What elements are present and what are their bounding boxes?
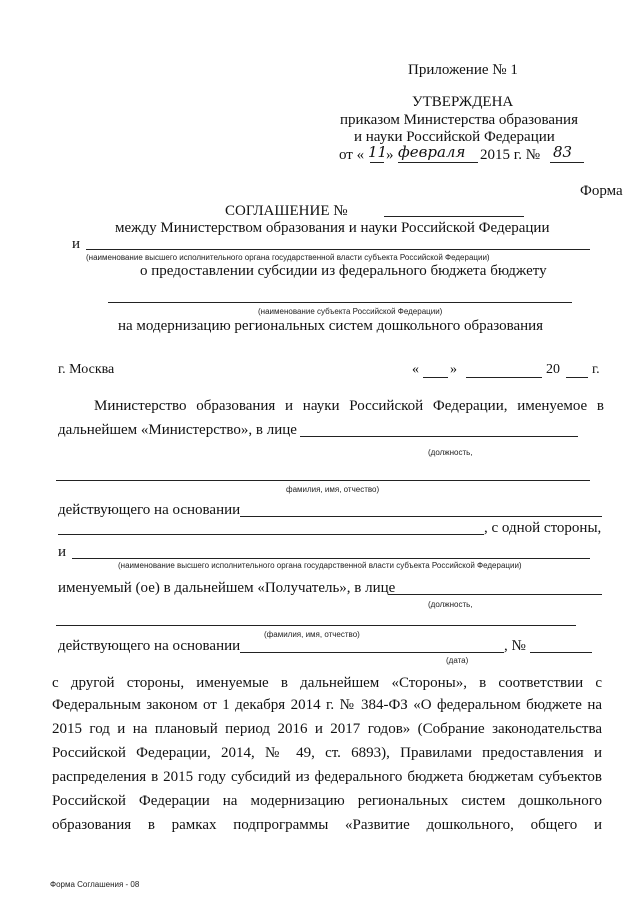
order-date-prefix: от « <box>339 147 365 163</box>
one-side-label: , с одной стороны, <box>484 520 602 536</box>
form-code-footer: Форма Соглашения - 08 <box>50 880 140 889</box>
date-year-field[interactable] <box>566 377 588 378</box>
recipient-body-field[interactable] <box>72 558 590 559</box>
law-paragraph-line-1: с другой стороны, именуемые в дальнейшем «Стороны», в соответствии с <box>52 675 602 691</box>
law-paragraph-line-5: распределения в 2015 году субсидий из федерального бюджета бюджетам субъектов <box>52 769 602 785</box>
executive-body-caption-2: (наименование высшего исполнительного органа государственной власти субъекта Российской Федерации) <box>118 561 522 570</box>
date-open-quote: « <box>412 362 419 377</box>
agreement-number-field[interactable] <box>384 216 524 217</box>
date-caption: (дата) <box>446 656 469 665</box>
number-sign-label: , № <box>504 638 526 654</box>
and-prefix: и <box>72 236 81 252</box>
subsidy-line: о предоставлении субсидии из федерального бюджета бюджету <box>140 263 547 279</box>
order-date-month: февраля <box>398 143 466 161</box>
position-caption-2: (должность, <box>428 600 473 609</box>
recipient-basis-field[interactable] <box>240 652 504 653</box>
recipient-number-field[interactable] <box>530 652 592 653</box>
order-day-underline <box>370 162 384 163</box>
order-line-2: и науки Российской Федерации <box>354 129 555 145</box>
ministry-basis-field[interactable] <box>240 516 602 517</box>
order-date-year: 2015 г. № <box>480 147 541 163</box>
date-month-field[interactable] <box>466 377 542 378</box>
subject-name-field[interactable] <box>108 302 572 303</box>
purpose-line: на модернизацию региональных систем дошкольного образования <box>118 318 544 334</box>
subject-name-caption: (наименование субъекта Российской Федерации) <box>258 307 443 316</box>
and-prefix-2: и <box>58 544 67 560</box>
executive-body-caption: (наименование высшего исполнительного органа государственной власти субъекта Российской Федерации) <box>86 253 490 262</box>
acting-basis-label-1: действующего на основании <box>58 502 241 518</box>
law-paragraph-line-4: Российской Федерации, 2014, № 49, ст. 6893), Правилами предоставления и <box>52 745 602 761</box>
ministry-basis-field-2[interactable] <box>58 534 484 535</box>
date-day-field[interactable] <box>423 377 448 378</box>
agreement-title: СОГЛАШЕНИЕ № <box>225 203 348 219</box>
order-month-underline <box>398 162 478 163</box>
order-line-1: приказом Министерства образования <box>340 112 578 128</box>
law-paragraph-line-3: 2015 год и на плановый период 2016 и 2017 годов» (Собрание законодательства <box>52 721 602 737</box>
acting-basis-label-2: действующего на основании <box>58 638 241 654</box>
recipient-fio-field[interactable] <box>56 625 576 626</box>
form-label: Форма <box>580 183 623 199</box>
ministry-fio-field[interactable] <box>56 480 590 481</box>
recipient-position-field[interactable] <box>388 594 602 595</box>
approved-label: УТВЕРЖДЕНА <box>412 94 514 110</box>
fio-caption-2: (фамилия, имя, отчество) <box>264 630 360 639</box>
city-label: г. Москва <box>58 362 115 377</box>
order-date-close-quote: » <box>386 147 394 163</box>
executive-body-field[interactable] <box>86 249 590 250</box>
appendix-label: Приложение № 1 <box>408 62 518 78</box>
order-number: 83 <box>553 143 573 161</box>
order-number-underline <box>550 162 584 163</box>
ministry-paragraph-line-2: дальнейшем «Министерство», в лице <box>58 422 297 438</box>
date-close-quote: » <box>450 362 457 377</box>
law-paragraph-line-7: образования в рамках подпрограммы «Развитие дошкольного, общего и <box>52 817 602 833</box>
ministry-position-field[interactable] <box>300 436 578 437</box>
law-paragraph-line-2: Федеральным законом от 1 декабря 2014 г. № 384-ФЗ «О федеральном бюджете на <box>52 697 602 713</box>
law-paragraph-line-6: Российской Федерации на модернизацию региональных систем дошкольного <box>52 793 602 809</box>
position-caption-1: (должность, <box>428 448 473 457</box>
date-year-prefix: 20 <box>546 362 560 377</box>
date-year-suffix: г. <box>592 362 600 377</box>
ministry-paragraph-line-1: Министерство образования и науки Российской Федерации, именуемое в <box>94 398 604 414</box>
fio-caption-1: фамилия, имя, отчество) <box>286 485 380 494</box>
recipient-line: именуемый (ое) в дальнейшем «Получатель», в лице <box>58 580 396 596</box>
agreement-between: между Министерством образования и науки Российской Федерации <box>115 220 550 236</box>
order-date-day: 11 <box>368 143 388 161</box>
